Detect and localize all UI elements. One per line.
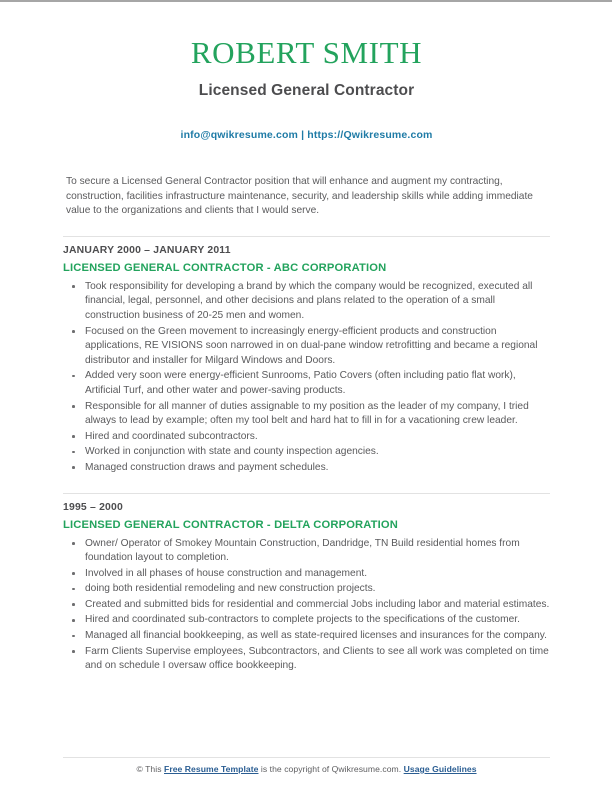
bullet-dot-icon bbox=[72, 650, 75, 653]
bullet-text: Owner/ Operator of Smokey Mountain Construction, Dandridge, TN Build residential homes from foundation layout to completion. bbox=[85, 537, 520, 564]
bullet-text: Managed construction draws and payment schedules. bbox=[85, 461, 329, 473]
contact-line[interactable]: info@qwikresume.com | https://Qwikresume.com bbox=[180, 129, 433, 141]
page-footer bbox=[63, 757, 550, 775]
footer-text bbox=[63, 763, 550, 775]
bullet-text: Responsible for all manner of duties assignable to my position as the leader of my company, I tried always to lead by example; often my tool belt and hard hat to fill in for a vacationing crew leader. bbox=[85, 400, 529, 427]
bullet-text: Involved in all phases of house construction and management. bbox=[85, 567, 368, 579]
list-item bbox=[63, 461, 550, 476]
bullet-dot-icon bbox=[72, 435, 75, 438]
bullet-text: Took responsibility for developing a brand by which the company would be recognized, executed all financial, legal, personnel, and other decisions and plans related to the operation of a small construction business of 20-25 men and women. bbox=[85, 280, 533, 321]
list-item bbox=[63, 400, 550, 429]
list-item bbox=[63, 582, 550, 597]
usage-guidelines-link[interactable]: Usage Guidelines bbox=[403, 764, 477, 774]
experience-bullet-list bbox=[63, 537, 550, 674]
bullet-text: Created and submitted bids for residential and commercial Jobs including labor and material estimates. bbox=[85, 598, 550, 610]
footer-part-2: is the copyright of Qwikresume.com. bbox=[260, 764, 402, 774]
footer-part-1: This bbox=[145, 764, 162, 774]
resume-content bbox=[63, 0, 550, 675]
experience-date-range: JANUARY 2000 – JANUARY 2011 bbox=[63, 244, 231, 256]
experience-role: LICENSED GENERAL CONTRACTOR - DELTA CORPORATION bbox=[63, 518, 399, 531]
bullet-text: Managed all financial bookkeeping, as well as state-required licenses and insurances for the company. bbox=[85, 630, 547, 642]
copyright-symbol: © bbox=[136, 764, 143, 774]
list-item bbox=[63, 598, 550, 613]
bullet-text: Worked in conjunction with state and county inspection agencies. bbox=[85, 446, 379, 458]
bullet-dot-icon bbox=[72, 588, 75, 591]
bullet-text: Farm Clients Supervise employees, Subcontractors, and Clients to see all work was completed on time and on schedule I oversaw office bookkeeping. bbox=[85, 645, 549, 672]
bullet-dot-icon bbox=[72, 451, 75, 454]
bullet-dot-icon bbox=[72, 619, 75, 622]
bullet-dot-icon bbox=[72, 603, 75, 606]
list-item bbox=[63, 430, 550, 445]
list-item bbox=[63, 645, 550, 674]
bullet-dot-icon bbox=[72, 635, 75, 638]
experience-role: LICENSED GENERAL CONTRACTOR - ABC CORPORATION bbox=[63, 261, 387, 274]
experience-section-1 bbox=[63, 236, 550, 476]
list-item bbox=[63, 537, 550, 566]
bullet-dot-icon bbox=[72, 466, 75, 469]
list-item bbox=[63, 280, 550, 324]
section-divider bbox=[63, 236, 550, 237]
summary-text: To secure a Licensed General Contractor position that will enhance and augment my contracting, construction, facilities infrastructure maintenance, security, and leadership skills while adding immediate value to the organizations and clients that I would serve. bbox=[66, 176, 533, 217]
list-item bbox=[63, 613, 550, 628]
section-divider bbox=[63, 493, 550, 494]
resume-header bbox=[63, 0, 550, 142]
experience-date-range: 1995 – 2000 bbox=[63, 501, 123, 513]
experience-bullet-list bbox=[63, 280, 550, 476]
bullet-dot-icon bbox=[72, 572, 75, 575]
experience-section-2 bbox=[63, 493, 550, 674]
candidate-job-title: Licensed General Contractor bbox=[198, 82, 415, 99]
footer-divider bbox=[63, 757, 550, 758]
free-resume-template-link[interactable]: Free Resume Template bbox=[164, 764, 259, 774]
list-item bbox=[63, 325, 550, 369]
bullet-text: Hired and coordinated sub-contractors to complete projects to the specifications of the customer. bbox=[85, 614, 520, 626]
list-item bbox=[63, 629, 550, 644]
list-item bbox=[63, 567, 550, 582]
list-item bbox=[63, 445, 550, 460]
bullet-dot-icon bbox=[72, 285, 75, 288]
bullet-text: Added very soon were energy-efficient Sunrooms, Patio Covers (often including patio flat work), Artificial Turf, and other water and power-saving products. bbox=[85, 370, 516, 396]
candidate-name: ROBERT SMITH bbox=[190, 35, 423, 70]
list-item bbox=[63, 369, 550, 398]
bullet-dot-icon bbox=[72, 542, 75, 545]
bullet-text: Hired and coordinated subcontractors. bbox=[85, 430, 258, 442]
bullet-dot-icon bbox=[72, 405, 75, 408]
bullet-text: doing both residential remodeling and new construction projects. bbox=[85, 583, 376, 595]
bullet-dot-icon bbox=[72, 375, 75, 378]
bullet-text: Focused on the Green movement to increasingly energy-efficient products and construction applications, RE VISIONS soon narrowed in on dual-pane window retrofitting and became a regional distributor and installer for Milgard Windows and Doors. bbox=[85, 325, 538, 366]
bullet-dot-icon bbox=[72, 330, 75, 333]
